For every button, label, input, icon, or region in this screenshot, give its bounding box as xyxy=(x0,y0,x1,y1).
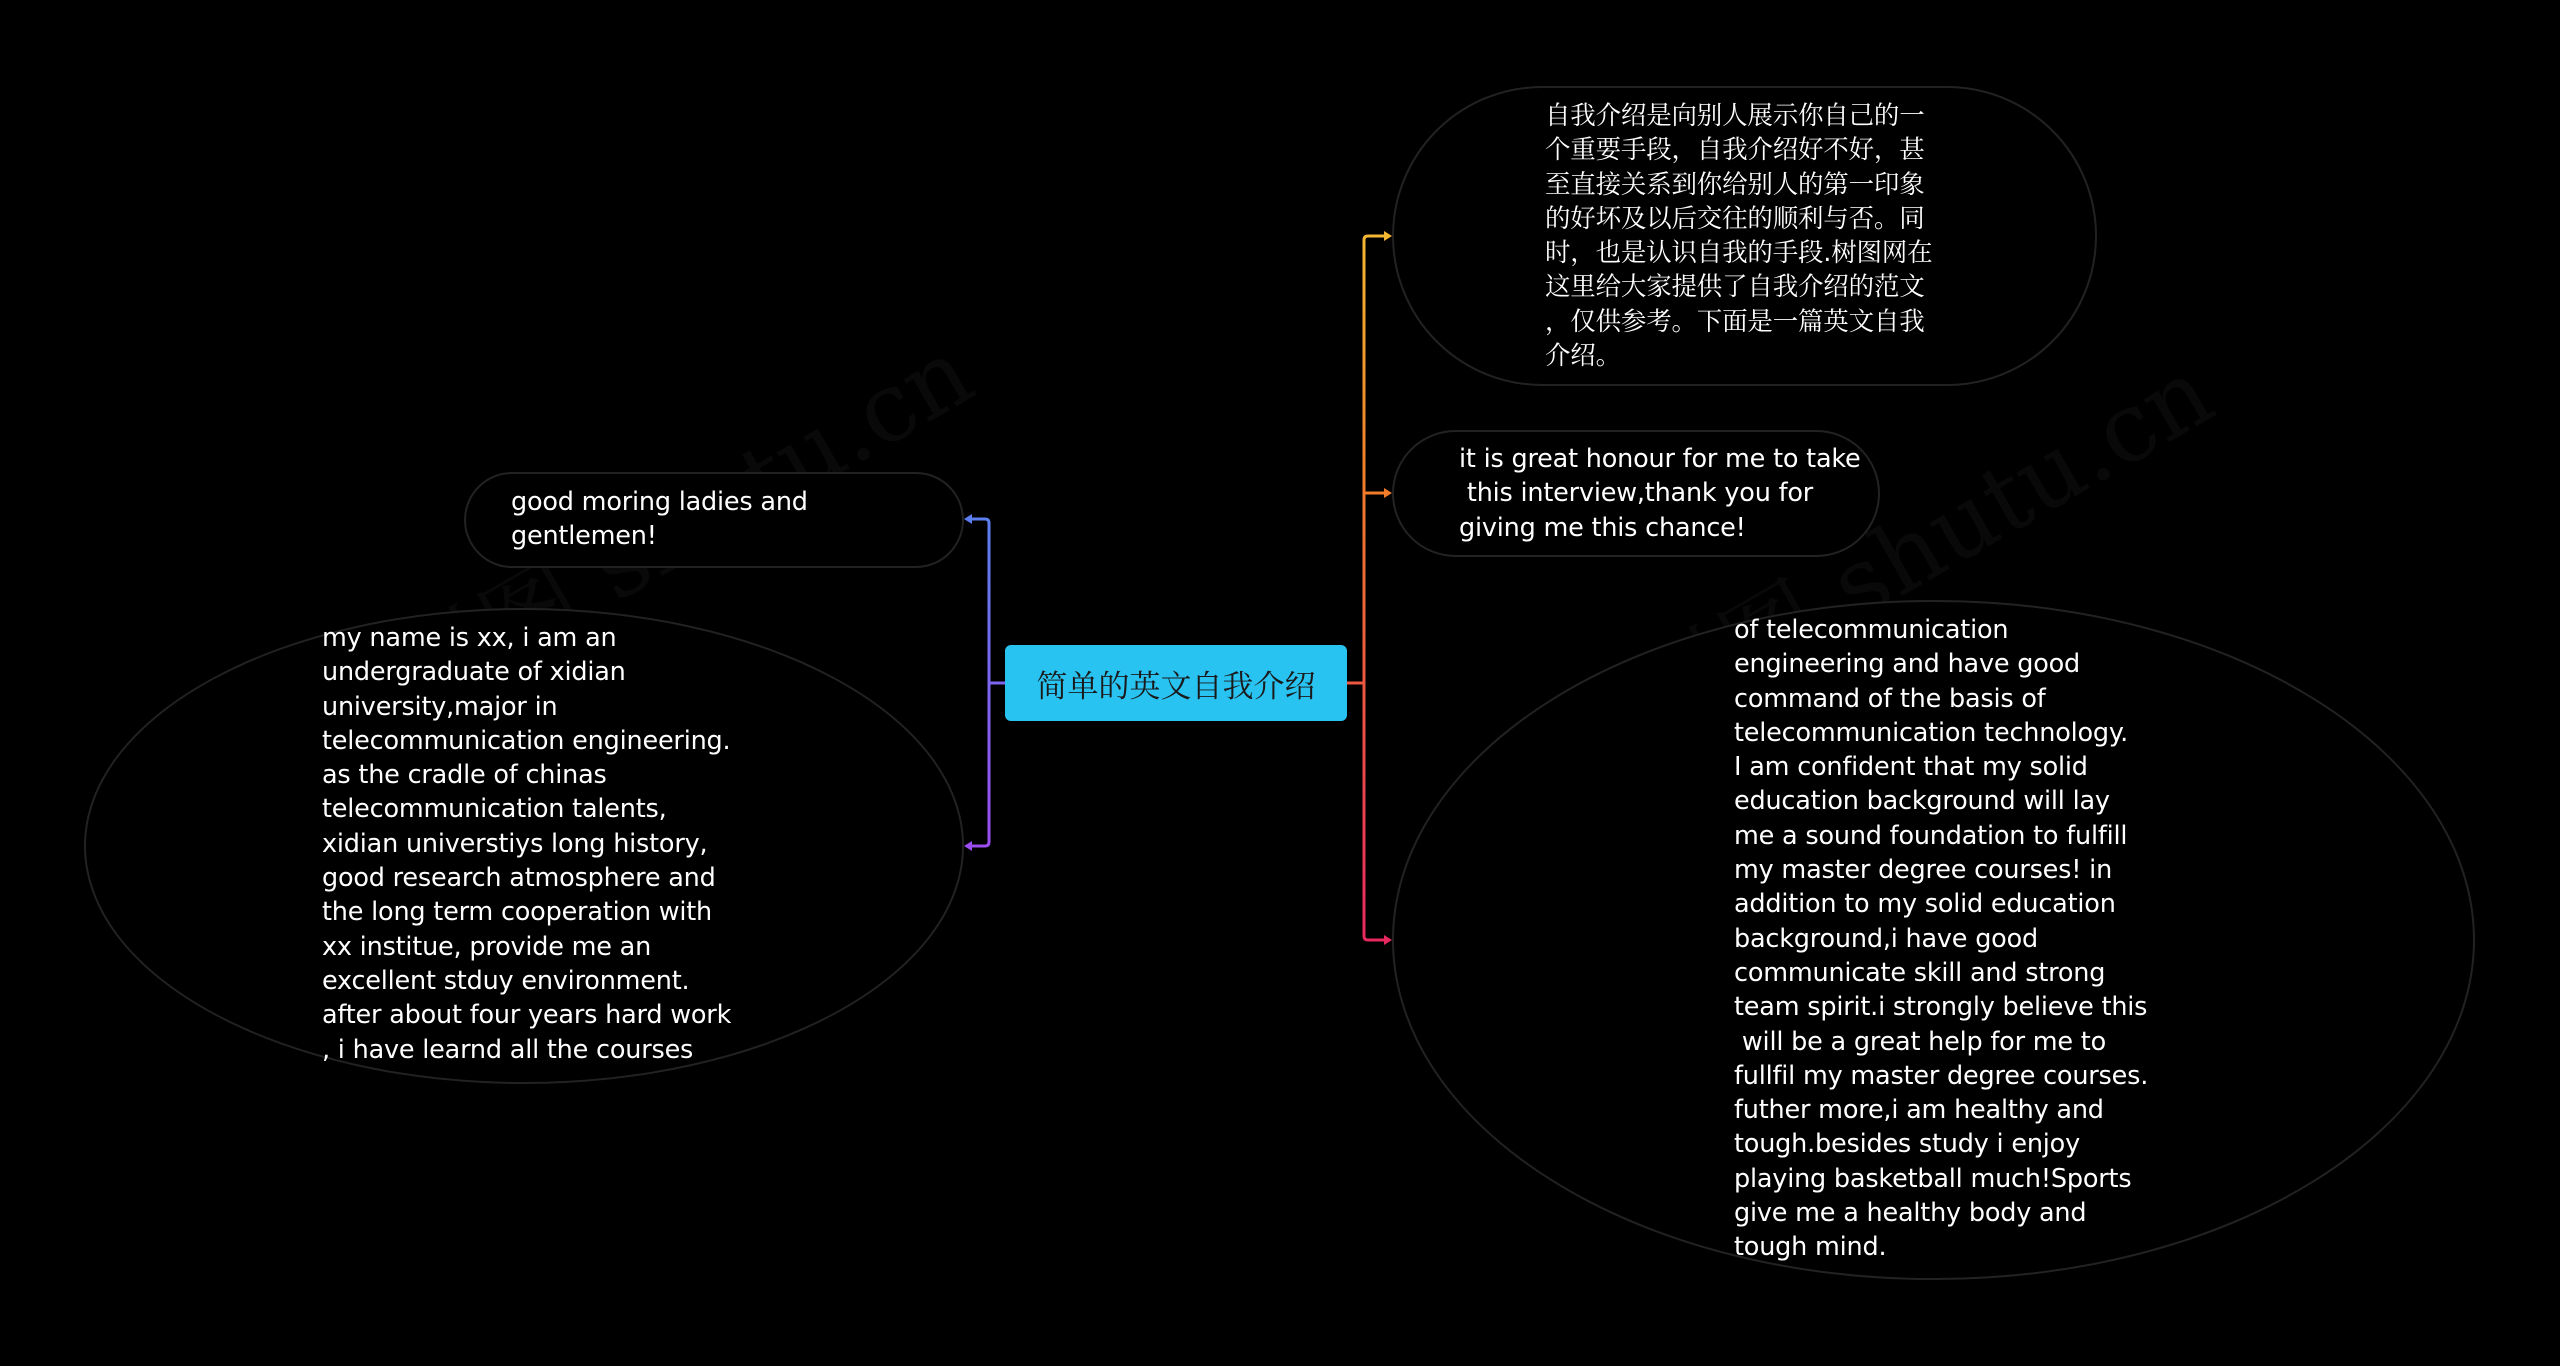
node-greeting-text: good moring ladies and gentlemen! xyxy=(511,487,808,552)
node-name-text: my name is xx, i am an undergraduate of xidian university,major in telecommunication engineering. as the cradle of chinas telecommunication talents, xidian universtiys long history, good research atmosphere and the long term cooperation with xx institue, provide me an excellent stduy environment. after about four years hard work , i have learnd all the courses xyxy=(322,623,732,1065)
branch-connector-education xyxy=(1364,936,1384,940)
branch-connector-left-trunk xyxy=(989,523,1005,842)
arrow-icon xyxy=(1384,488,1392,498)
arrow-icon xyxy=(964,841,972,851)
arrow-icon xyxy=(1384,935,1392,945)
node-honour-text: it is great honour for me to take this interview,thank you for giving me this chance! xyxy=(1459,444,1861,543)
branch-connector-name xyxy=(972,842,989,846)
node-education-text: of telecommunication engineering and have good command of the basis of telecommunication technology. I am confident that my solid education background will lay me a sound foundation to fulfill my master degree courses! in addition to my solid education background,i have good communicate skill and strong team spirit.i strongly believe this will be a great help for me to fullfil my master degree courses. futher more,i am healthy and tough.besides study i enjoy playing basketball much!Sports give me a healthy body and tough mind. xyxy=(1734,615,2149,1263)
root-node[interactable] xyxy=(1005,645,1347,721)
arrow-icon xyxy=(964,514,972,524)
node-intro-text: 自我介绍是向别人展示你自己的一 个重要手段，自我介绍好不好，甚 至直接关系到你给别人的第一印象 的好坏及以后交往的顺利与否。同 时，也是认识自我的手段.树图网在 这里给大家提供了自我介绍的范文 ，仅供参考。下面是一篇英文自我 介绍。 xyxy=(1545,101,1933,372)
branch-connector-greeting xyxy=(972,519,989,523)
branch-connector-right-trunk xyxy=(1347,240,1364,936)
branch-connector-intro xyxy=(1364,236,1384,240)
arrow-icon xyxy=(1384,231,1392,241)
root-node-label: 简单的英文自我介绍 xyxy=(1036,668,1316,705)
